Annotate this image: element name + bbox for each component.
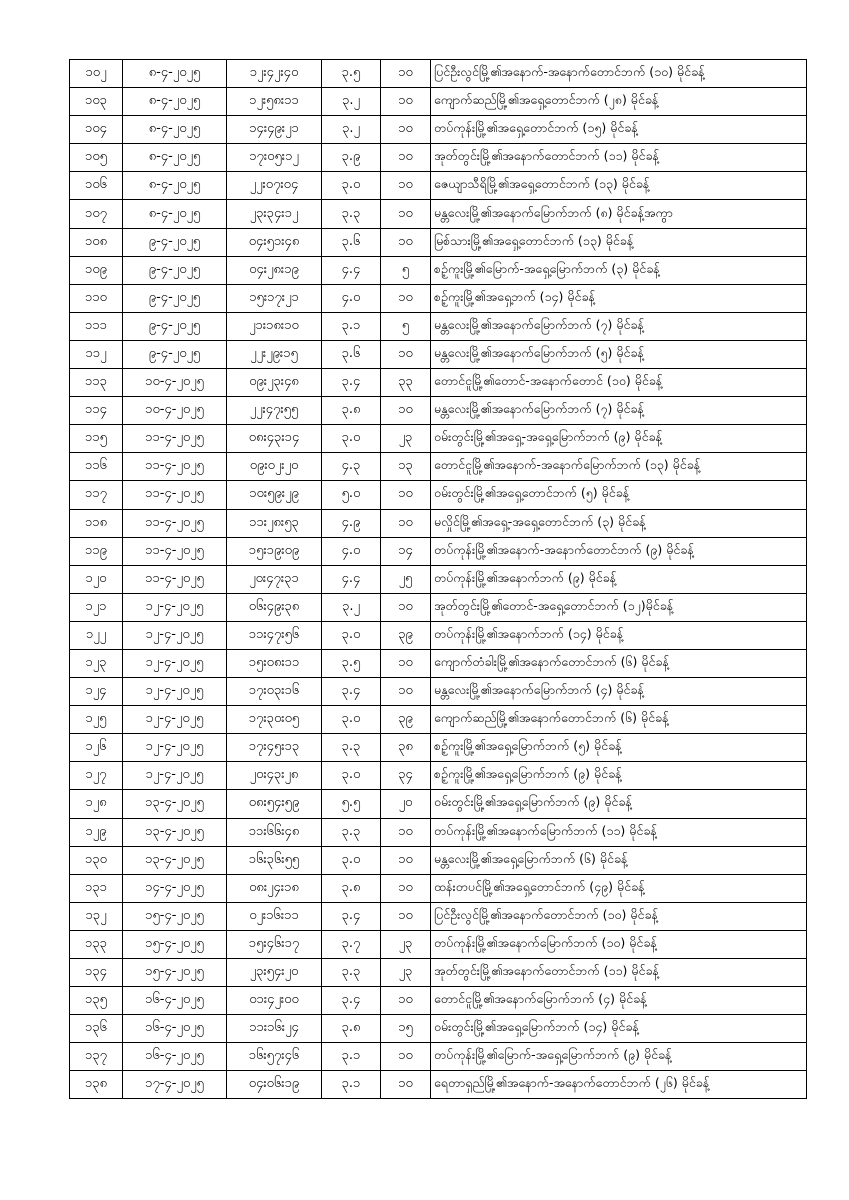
time-cell: ၁၅း၀၈း၁၁ [227,649,322,677]
date-cell: ၈-၄-၂၀၂၅ [123,200,227,228]
time-cell: ၂၀း၄၃း၂၈ [227,762,322,790]
table-row [70,959,807,987]
magnitude-cell: ၃.၁ [322,312,381,340]
depth-cell: ၁၀ [381,1071,431,1099]
time-cell: ၁၁း၆၆း၄၈ [227,818,322,846]
date-cell: ၁၅-၄-၂၀၂၅ [123,959,227,987]
depth-cell: ၃၈ [381,734,431,762]
magnitude-cell: ၃.၈ [322,397,381,425]
date-cell: ၁၂-၄-၂၀၂၅ [123,678,227,706]
location-cell: စဉ့်ကူးမြို့၏အရှေ့ဘက် (၁၄) မိုင်ခန့် [431,284,807,312]
depth-cell: ၁၀ [381,340,431,368]
location-cell: တောင်ငူမြို့၏အနောက်မြောက်ဘက် (၄) မိုင်ခန့် [431,987,807,1015]
date-cell: ၁၆-၄-၂၀၂၅ [123,987,227,1015]
row-number-cell: ၁၂၂ [70,621,123,649]
magnitude-cell: ၃.၄ [322,678,381,706]
date-cell: ၁၁-၄-၂၀၂၅ [123,481,227,509]
magnitude-cell: ၃.၄ [322,369,381,397]
depth-cell: ၃၃ [381,369,431,397]
date-cell: ၁၂-၄-၂၀၂၅ [123,762,227,790]
location-cell: ကျောက်ဆည်မြို့၏အရှေ့တောင်ဘက် (၂၈) မိုင်ခန့် [431,88,807,116]
time-cell: ၀၁း၄၂း၀၀ [227,987,322,1015]
time-cell: ၂၀း၄၇း၃၁ [227,565,322,593]
location-cell: တပ်ကုန်းမြို့၏အနောက်မြောက်ဘက် (၁၀) မိုင်ခန့် [431,930,807,958]
depth-cell: ၁၀ [381,88,431,116]
magnitude-cell: ၃.၂ [322,88,381,116]
time-cell: ၁၁း၂၈း၅၃ [227,509,322,537]
depth-cell: ၁၃ [381,453,431,481]
table-row [70,818,807,846]
depth-cell: ၁၀ [381,397,431,425]
depth-cell: ၁၀ [381,116,431,144]
magnitude-cell: ၅.၅ [322,790,381,818]
depth-cell: ၁၀ [381,60,431,88]
depth-cell: ၁၀ [381,509,431,537]
table-row [70,537,807,565]
date-cell: ၁၃-၄-၂၀၂၅ [123,790,227,818]
row-number-cell: ၁၁၃ [70,369,123,397]
date-cell: ၁၀-၄-၂၀၂၅ [123,397,227,425]
date-cell: ၁၅-၄-၂၀၂၅ [123,930,227,958]
magnitude-cell: ၃.၀ [322,762,381,790]
depth-cell: ၃၉ [381,621,431,649]
location-cell: အုတ်တွင်းမြို့၏အနောက်တောင်ဘက် (၁၁) မိုင်ခန့် [431,959,807,987]
time-cell: ၁၁း၄၇း၅၆ [227,621,322,649]
row-number-cell: ၁၀၉ [70,256,123,284]
table-row [70,1071,807,1099]
table-row [70,60,807,88]
location-cell: မလှိုင်မြို့၏အရှေ့-အရှေ့တောင်ဘက် (၃) မိုင်ခန့် [431,509,807,537]
depth-cell: ၁၀ [381,649,431,677]
location-cell: တပ်ကုန်းမြို့၏အနောက်ဘက် (၁၄) မိုင်ခန့် [431,621,807,649]
depth-cell: ၁၀ [381,1043,431,1071]
table-row [70,453,807,481]
time-cell: ၁၁း၁၆း၂၄ [227,1015,322,1043]
earthquake-table [69,59,807,1099]
time-cell: ၀၂း၁၆း၁၁ [227,902,322,930]
magnitude-cell: ၃.၂ [322,116,381,144]
table-row [70,565,807,593]
depth-cell: ၁၀ [381,678,431,706]
depth-cell: ၁၀ [381,902,431,930]
depth-cell: ၁၀ [381,228,431,256]
time-cell: ၀၉း၂၃း၄၈ [227,369,322,397]
location-cell: မြစ်သားမြို့၏အရှေ့တောင်ဘက် (၁၃) မိုင်ခန့် [431,228,807,256]
time-cell: ၀၄း၅၁း၄၈ [227,228,322,256]
location-cell: တပ်ကုန်းမြို့၏အရှေ့တောင်ဘက် (၁၅) မိုင်ခန့် [431,116,807,144]
time-cell: ၀၈း၄၃း၁၄ [227,425,322,453]
row-number-cell: ၁၂၃ [70,649,123,677]
location-cell: ပြင်ဦးလွင်မြို့၏အနောက်တောင်ဘက် (၁၀) မိုင်ခန့် [431,902,807,930]
time-cell: ၁၀း၅၉း၂၉ [227,481,322,509]
date-cell: ၁၁-၄-၂၀၂၅ [123,537,227,565]
location-cell: ဝမ်းတွင်းမြို့၏အရှေ့တောင်ဘက် (၅) မိုင်ခန့် [431,481,807,509]
time-cell: ၂၁း၁၈း၁၀ [227,312,322,340]
time-cell: ၁၂း၅၈း၁၁ [227,88,322,116]
time-cell: ၂၂း၂၉း၁၅ [227,340,322,368]
table-row [70,593,807,621]
row-number-cell: ၁၁၄ [70,397,123,425]
magnitude-cell: ၃.၅ [322,649,381,677]
depth-cell: ၁၀ [381,172,431,200]
magnitude-cell: ၃.၂ [322,593,381,621]
table-row [70,1015,807,1043]
row-number-cell: ၁၀၄ [70,116,123,144]
magnitude-cell: ၃.၁ [322,1043,381,1071]
magnitude-cell: ၃.၃ [322,818,381,846]
date-cell: ၁၂-၄-၂၀၂၅ [123,706,227,734]
row-number-cell: ၁၃၁ [70,874,123,902]
location-cell: ထန်းတပင်မြို့၏အရှေ့တောင်ဘက် (၄၉) မိုင်ခန့် [431,874,807,902]
date-cell: ၈-၄-၂၀၂၅ [123,116,227,144]
date-cell: ၈-၄-၂၀၂၅ [123,60,227,88]
magnitude-cell: ၃.၁ [322,1071,381,1099]
depth-cell: ၁၀ [381,284,431,312]
magnitude-cell: ၃.၆ [322,228,381,256]
magnitude-cell: ၃.၆ [322,340,381,368]
depth-cell: ၃၄ [381,762,431,790]
magnitude-cell: ၃.၄ [322,902,381,930]
row-number-cell: ၁၃၈ [70,1071,123,1099]
row-number-cell: ၁၃၇ [70,1043,123,1071]
table-row [70,762,807,790]
date-cell: ၈-၄-၂၀၂၅ [123,88,227,116]
magnitude-cell: ၃.၀ [322,621,381,649]
location-cell: ကျောက်တံခါးမြို့၏အနောက်တောင်ဘက် (၆) မိုင်ခန့် [431,649,807,677]
date-cell: ၁၆-၄-၂၀၂၅ [123,1043,227,1071]
time-cell: ၁၅း၁၇း၂၁ [227,284,322,312]
date-cell: ၁၁-၄-၂၀၂၅ [123,565,227,593]
location-cell: ရေတာရှည်မြို့၏အနောက်-အနောက်တောင်ဘက် (၂၆) မိုင်ခန့် [431,1071,807,1099]
location-cell: အုတ်တွင်းမြို့၏တောင်-အရှေ့တောင်ဘက် (၁၂)မိုင်ခန့် [431,593,807,621]
location-cell: မန္တလေးမြို့၏အနောက်မြောက်ဘက် (၅) မိုင်ခန့် [431,340,807,368]
table-row [70,509,807,537]
table-row [70,987,807,1015]
row-number-cell: ၁၂၉ [70,818,123,846]
magnitude-cell: ၄.၄ [322,256,381,284]
time-cell: ၂၂း၄၇း၅၅ [227,397,322,425]
location-cell: စဉ့်ကူးမြို့၏မြောက်-အရှေ့မြောက်ဘက် (၃) မိုင်ခန့် [431,256,807,284]
location-cell: တောင်ငူမြို့၏တောင်-အနောက်တောင် (၁၀) မိုင်ခန့် [431,369,807,397]
depth-cell: ၅ [381,256,431,284]
row-number-cell: ၁၁၂ [70,340,123,368]
time-cell: ၀၈း၂၄း၁၈ [227,874,322,902]
table-row [70,481,807,509]
time-cell: ၂၃း၃၄း၁၂ [227,200,322,228]
date-cell: ၁၂-၄-၂၀၂၅ [123,621,227,649]
magnitude-cell: ၃.၀ [322,846,381,874]
time-cell: ၀၄း၂၈း၁၉ [227,256,322,284]
depth-cell: ၁၀ [381,987,431,1015]
location-cell: မန္တလေးမြို့၏အနောက်မြောက်ဘက် (၈) မိုင်ခန့်အကွာ [431,200,807,228]
table-row [70,649,807,677]
table-row [70,874,807,902]
date-cell: ၁၁-၄-၂၀၂၅ [123,425,227,453]
date-cell: ၁၄-၄-၂၀၂၅ [123,874,227,902]
time-cell: ၁၆း၃၆း၅၅ [227,846,322,874]
location-cell: မန္တလေးမြို့၏အနောက်မြောက်ဘက် (၇) မိုင်ခန့် [431,312,807,340]
depth-cell: ၁၅ [381,1015,431,1043]
table-row [70,734,807,762]
date-cell: ၁၂-၄-၂၀၂၅ [123,734,227,762]
date-cell: ၁၆-၄-၂၀၂၅ [123,1015,227,1043]
depth-cell: ၁၀ [381,593,431,621]
date-cell: ၁၁-၄-၂၀၂၅ [123,453,227,481]
time-cell: ၂၃း၅၄း၂၀ [227,959,322,987]
depth-cell: ၁၀ [381,874,431,902]
magnitude-cell: ၄.၀ [322,537,381,565]
table-row [70,340,807,368]
table-row [70,425,807,453]
date-cell: ၉-၄-၂၀၂၅ [123,228,227,256]
depth-cell: ၂၀ [381,790,431,818]
location-cell: အုတ်တွင်းမြို့၏အနောက်တောင်ဘက် (၁၁) မိုင်ခန့် [431,144,807,172]
table-row [70,312,807,340]
row-number-cell: ၁၂၇ [70,762,123,790]
magnitude-cell: ၃.၄ [322,987,381,1015]
row-number-cell: ၁၁၇ [70,481,123,509]
row-number-cell: ၁၃၂ [70,902,123,930]
table-row [70,256,807,284]
date-cell: ၁၃-၄-၂၀၂၅ [123,818,227,846]
table-row [70,902,807,930]
depth-cell: ၃၉ [381,706,431,734]
magnitude-cell: ၅.၀ [322,481,381,509]
row-number-cell: ၁၀၇ [70,200,123,228]
magnitude-cell: ၄.၄ [322,565,381,593]
magnitude-cell: ၃.၀ [322,425,381,453]
table-row [70,706,807,734]
magnitude-cell: ၃.၇ [322,930,381,958]
table-row [70,678,807,706]
depth-cell: ၂၃ [381,425,431,453]
time-cell: ၁၄း၄၉း၂၁ [227,116,322,144]
row-number-cell: ၁၂၀ [70,565,123,593]
table-row [70,228,807,256]
magnitude-cell: ၄.၃ [322,453,381,481]
location-cell: ဝမ်းတွင်းမြို့၏အရှေ့-အရှေ့မြောက်ဘက် (၉) မိုင်ခန့် [431,425,807,453]
magnitude-cell: ၃.၈ [322,1015,381,1043]
row-number-cell: ၁၀၂ [70,60,123,88]
row-number-cell: ၁၁၅ [70,425,123,453]
location-cell: ဝမ်းတွင်းမြို့၏အရှေ့မြောက်ဘက် (၁၄) မိုင်ခန့် [431,1015,807,1043]
location-cell: တပ်ကုန်းမြို့၏အနောက်ဘက် (၉) မိုင်ခန့် [431,565,807,593]
date-cell: ၉-၄-၂၀၂၅ [123,312,227,340]
time-cell: ၀၄း၀၆း၁၉ [227,1071,322,1099]
date-cell: ၁၂-၄-၂၀၂၅ [123,649,227,677]
magnitude-cell: ၃.၅ [322,60,381,88]
date-cell: ၁၅-၄-၂၀၂၅ [123,902,227,930]
table-row [70,200,807,228]
date-cell: ၉-၄-၂၀၂၅ [123,256,227,284]
depth-cell: ၂၅ [381,565,431,593]
magnitude-cell: ၃.၃ [322,200,381,228]
magnitude-cell: ၃.၀ [322,706,381,734]
table-row [70,846,807,874]
date-cell: ၉-၄-၂၀၂၅ [123,340,227,368]
row-number-cell: ၁၁၀ [70,284,123,312]
row-number-cell: ၁၁၉ [70,537,123,565]
row-number-cell: ၁၃၆ [70,1015,123,1043]
time-cell: ၁၂း၄၂း၄၀ [227,60,322,88]
time-cell: ၂၂း၀၇း၀၄ [227,172,322,200]
table-row [70,930,807,958]
time-cell: ၀၈း၅၄း၅၉ [227,790,322,818]
location-cell: မန္တလေးမြို့၏အရှေ့မြောက်ဘက် (၆) မိုင်ခန့် [431,846,807,874]
row-number-cell: ၁၃၃ [70,930,123,958]
depth-cell: ၅ [381,312,431,340]
table-row [70,172,807,200]
location-cell: မန္တလေးမြို့၏အနောက်မြောက်ဘက် (၄) မိုင်ခန့် [431,678,807,706]
magnitude-cell: ၃.၃ [322,734,381,762]
table-row [70,144,807,172]
location-cell: တောင်ငူမြို့၏အနောက်-အနောက်မြောက်ဘက် (၁၃) မိုင်ခန့် [431,453,807,481]
table-body [70,60,807,1099]
location-cell: စဉ့်ကူးမြို့၏အရှေ့မြောက်ဘက် (၅) မိုင်ခန့် [431,734,807,762]
location-cell: ဝမ်းတွင်းမြို့၏အရှေ့မြောက်ဘက် (၉) မိုင်ခန့် [431,790,807,818]
date-cell: ၁၃-၄-၂၀၂၅ [123,846,227,874]
table-row [70,284,807,312]
date-cell: ၁၀-၄-၂၀၂၅ [123,369,227,397]
location-cell: တပ်ကုန်းမြို့၏အနောက်မြောက်ဘက် (၁၁) မိုင်ခန့် [431,818,807,846]
depth-cell: ၁၄ [381,537,431,565]
location-cell: ကျောက်ဆည်မြို့၏အနောက်တောင်ဘက် (၆) မိုင်ခန့် [431,706,807,734]
location-cell: တပ်ကုန်းမြို့၏မြောက်-အရှေ့မြောက်ဘက် (၉) မိုင်ခန့် [431,1043,807,1071]
date-cell: ၁၂-၄-၂၀၂၅ [123,593,227,621]
row-number-cell: ၁၂၅ [70,706,123,734]
depth-cell: ၁၀ [381,200,431,228]
row-number-cell: ၁၀၅ [70,144,123,172]
magnitude-cell: ၃.၈ [322,874,381,902]
time-cell: ၁၅း၄၆း၁၇ [227,930,322,958]
time-cell: ၁၇း၀၃း၁၆ [227,678,322,706]
table-row [70,88,807,116]
location-cell: တပ်ကုန်းမြို့၏အနောက်-အနောက်တောင်ဘက် (၉) မိုင်ခန့် [431,537,807,565]
date-cell: ၁၁-၄-၂၀၂၅ [123,509,227,537]
row-number-cell: ၁၀၃ [70,88,123,116]
magnitude-cell: ၃.၃ [322,959,381,987]
location-cell: ဇေယျာသီရိမြို့၏အရှေ့တောင်ဘက် (၁၃) မိုင်ခန့် [431,172,807,200]
time-cell: ၀၆း၄၉း၃၈ [227,593,322,621]
table-row [70,1043,807,1071]
time-cell: ၁၇း၃၀း၀၅ [227,706,322,734]
location-cell: ပြင်ဦးလွင်မြို့၏အနောက်-အနောက်တောင်ဘက် (၁၀) မိုင်ခန့် [431,60,807,88]
row-number-cell: ၁၃၀ [70,846,123,874]
table-row [70,621,807,649]
row-number-cell: ၁၃၄ [70,959,123,987]
row-number-cell: ၁၁၈ [70,509,123,537]
row-number-cell: ၁၀၈ [70,228,123,256]
depth-cell: ၁၀ [381,846,431,874]
date-cell: ၁၇-၄-၂၀၂၅ [123,1071,227,1099]
time-cell: ၁၇း၄၅း၁၃ [227,734,322,762]
magnitude-cell: ၄.၀ [322,284,381,312]
date-cell: ၈-၄-၂၀၂၅ [123,172,227,200]
depth-cell: ၁၀ [381,818,431,846]
time-cell: ၀၉း၀၂း၂၀ [227,453,322,481]
row-number-cell: ၁၂၄ [70,678,123,706]
time-cell: ၁၅း၁၉း၀၉ [227,537,322,565]
row-number-cell: ၁၁၆ [70,453,123,481]
date-cell: ၈-၄-၂၀၂၅ [123,144,227,172]
depth-cell: ၂၃ [381,959,431,987]
row-number-cell: ၁၂၈ [70,790,123,818]
magnitude-cell: ၃.၀ [322,172,381,200]
date-cell: ၉-၄-၂၀၂၅ [123,284,227,312]
magnitude-cell: ၄.၉ [322,509,381,537]
row-number-cell: ၁၀၆ [70,172,123,200]
table-row [70,116,807,144]
time-cell: ၁၇း၀၅း၁၂ [227,144,322,172]
row-number-cell: ၁၃၅ [70,987,123,1015]
location-cell: စဉ့်ကူးမြို့၏အရှေ့မြောက်ဘက် (၉) မိုင်ခန့် [431,762,807,790]
magnitude-cell: ၃.၉ [322,144,381,172]
time-cell: ၁၆း၅၇း၄၆ [227,1043,322,1071]
depth-cell: ၁၀ [381,144,431,172]
depth-cell: ၁၀ [381,481,431,509]
row-number-cell: ၁၂၁ [70,593,123,621]
table-row [70,397,807,425]
row-number-cell: ၁၂၆ [70,734,123,762]
depth-cell: ၂၃ [381,930,431,958]
table-row [70,790,807,818]
table-row [70,369,807,397]
location-cell: မန္တလေးမြို့၏အနောက်မြောက်ဘက် (၇) မိုင်ခန့် [431,397,807,425]
row-number-cell: ၁၁၁ [70,312,123,340]
